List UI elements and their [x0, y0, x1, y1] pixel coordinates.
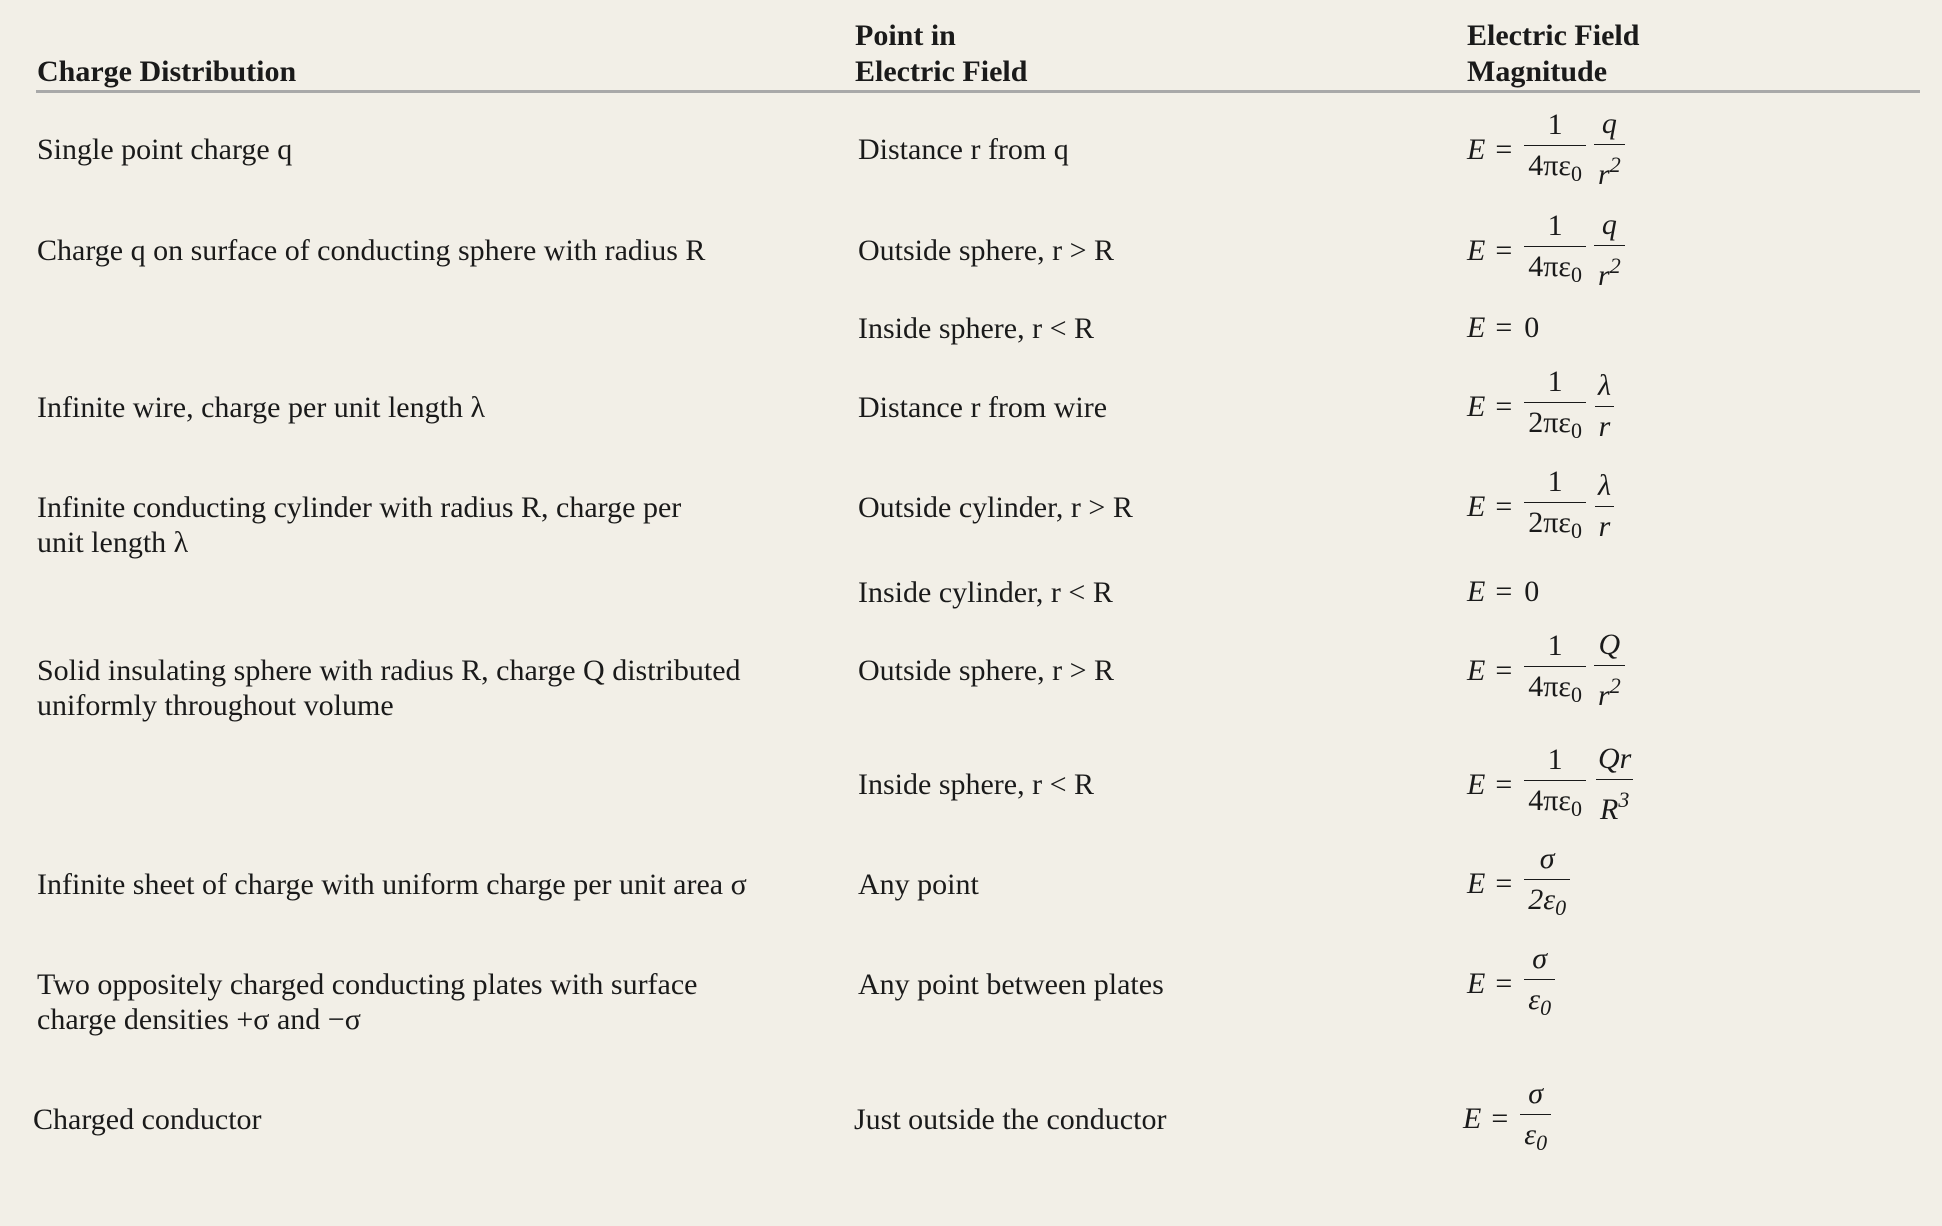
formula-numerator: λ — [1598, 469, 1611, 502]
formula-fraction — [1524, 843, 1570, 924]
formula-numerator: 1 — [1547, 365, 1563, 398]
formula-lhs: E — [1467, 866, 1486, 900]
row7-distribution-line2: uniformly throughout volume — [37, 689, 394, 722]
row5-point: Outside cylinder, r > R — [858, 491, 1133, 524]
formula-numerator: q — [1601, 208, 1617, 241]
row9-formula — [1467, 843, 1578, 924]
row4-formula — [1467, 366, 1623, 447]
header-point-in-field-line1: Point in — [855, 19, 956, 52]
row11-formula — [1463, 1078, 1559, 1159]
formula-fraction — [1524, 210, 1586, 291]
row11-point: Just outside the conductor — [854, 1103, 1167, 1136]
header-field-magnitude-line2: Magnitude — [1467, 55, 1608, 88]
formula-lhs: E — [1467, 767, 1486, 801]
formula-fraction — [1524, 744, 1586, 825]
formula-equals: = — [1495, 767, 1513, 801]
formula-denominator: r — [1595, 406, 1615, 443]
formula-denominator: $\varepsilon_0$ — [1520, 1114, 1551, 1159]
formula-numerator: 1 — [1547, 108, 1563, 141]
row9-distribution: Infinite sheet of charge with uniform charge per unit area σ — [37, 868, 747, 901]
row5-formula — [1467, 466, 1623, 547]
row3-formula — [1467, 311, 1539, 345]
formula-fraction — [1594, 209, 1625, 292]
formula-lhs: E — [1467, 966, 1486, 1000]
formula-numerator: σ — [1539, 842, 1555, 875]
formula-equals: = — [1495, 233, 1513, 267]
formula-equals: = — [1495, 389, 1513, 423]
formula-equals: = — [1495, 866, 1513, 900]
formula-rhs: 0 — [1524, 575, 1540, 608]
row7-point: Outside sphere, r > R — [858, 654, 1115, 687]
row10-distribution-line1: Two oppositely charged conducting plates with surface — [37, 968, 698, 1001]
row8-formula — [1467, 743, 1643, 826]
formula-denominator: $r^2$ — [1594, 665, 1625, 712]
formula-fraction — [1594, 743, 1635, 826]
formula-lhs: E — [1467, 233, 1486, 267]
formula-numerator: σ — [1528, 1077, 1544, 1110]
formula-numerator: q — [1601, 107, 1617, 140]
formula-equals: = — [1491, 1101, 1509, 1135]
formula-equals: = — [1495, 966, 1513, 1000]
formula-denominator: $\varepsilon_0$ — [1524, 979, 1555, 1024]
formula-numerator: 1 — [1547, 629, 1563, 662]
formula-denominator: $2\pi\varepsilon_0$ — [1524, 402, 1586, 447]
formula-lhs: E — [1467, 389, 1486, 423]
formula-fraction — [1594, 470, 1615, 543]
row4-distribution: Infinite wire, charge per unit length λ — [37, 391, 486, 424]
formula-fraction — [1594, 370, 1615, 443]
formula-denominator: $4\pi\varepsilon_0$ — [1524, 666, 1586, 711]
formula-lhs: E — [1467, 489, 1486, 523]
formula-denominator: $r^2$ — [1594, 144, 1625, 191]
formula-numerator: Q — [1598, 628, 1621, 661]
row7-formula — [1467, 629, 1633, 712]
row6-formula — [1467, 575, 1539, 609]
formula-denominator: $4\pi\varepsilon_0$ — [1524, 780, 1586, 825]
formula-numerator: σ — [1532, 942, 1548, 975]
row10-point: Any point between plates — [858, 968, 1164, 1001]
formula-denominator: $2\varepsilon_0$ — [1524, 879, 1570, 924]
formula-numerator: λ — [1598, 369, 1611, 402]
row6-point: Inside cylinder, r < R — [858, 576, 1113, 609]
header-point-in-field-line2: Electric Field — [855, 55, 1028, 88]
formula-denominator: $r^2$ — [1594, 245, 1625, 292]
row3-point: Inside sphere, r < R — [858, 312, 1095, 345]
row4-point: Distance r from wire — [858, 391, 1108, 424]
row7-distribution-line1: Solid insulating sphere with radius R, charge Q distributed — [37, 654, 741, 687]
header-rule — [36, 90, 1920, 93]
row10-distribution-line2: charge densities +σ and −σ — [37, 1003, 361, 1036]
row9-point: Any point — [858, 868, 979, 901]
formula-equals: = — [1495, 575, 1513, 608]
formula-fraction — [1520, 1078, 1551, 1159]
formula-lhs: E — [1467, 311, 1486, 344]
row1-point: Distance r from q — [858, 133, 1069, 166]
formula-lhs: E — [1463, 1101, 1482, 1135]
formula-lhs: E — [1467, 575, 1486, 608]
formula-denominator: $4\pi\varepsilon_0$ — [1524, 145, 1586, 190]
formula-denominator: r — [1595, 506, 1615, 543]
formula-denominator: $4\pi\varepsilon_0$ — [1524, 246, 1586, 291]
formula-equals: = — [1495, 489, 1513, 523]
row1-distribution: Single point charge q — [37, 133, 293, 166]
formula-denominator: $2\pi\varepsilon_0$ — [1524, 502, 1586, 547]
formula-fraction — [1524, 366, 1586, 447]
formula-fraction — [1524, 630, 1586, 711]
header-field-magnitude-line1: Electric Field — [1467, 19, 1640, 52]
formula-lhs: E — [1467, 653, 1486, 687]
row1-formula — [1467, 108, 1633, 191]
formula-equals: = — [1495, 653, 1513, 687]
formula-denominator: $R^3$ — [1596, 779, 1633, 826]
row11-distribution: Charged conductor — [33, 1103, 262, 1136]
formula-fraction — [1524, 943, 1555, 1024]
formula-fraction — [1594, 108, 1625, 191]
row5-distribution-line1: Infinite conducting cylinder with radius R, charge per — [37, 491, 682, 524]
row5-distribution-line2: unit length λ — [37, 526, 189, 559]
formula-numerator: Qr — [1598, 742, 1632, 775]
formula-numerator: 1 — [1547, 743, 1563, 776]
row8-point: Inside sphere, r < R — [858, 768, 1095, 801]
formula-equals: = — [1495, 132, 1513, 166]
formula-fraction — [1524, 109, 1586, 190]
formula-numerator: 1 — [1547, 209, 1563, 242]
formula-fraction — [1524, 466, 1586, 547]
formula-fraction — [1594, 629, 1625, 712]
formula-numerator: 1 — [1547, 465, 1563, 498]
formula-lhs: E — [1467, 132, 1486, 166]
row2-distribution: Charge q on surface of conducting sphere with radius R — [37, 234, 706, 267]
row10-formula — [1467, 943, 1563, 1024]
header-charge-distribution: Charge Distribution — [37, 55, 297, 88]
row2-formula — [1467, 209, 1633, 292]
formula-rhs: 0 — [1524, 311, 1540, 344]
row2-point: Outside sphere, r > R — [858, 234, 1115, 267]
formula-equals: = — [1495, 311, 1513, 344]
